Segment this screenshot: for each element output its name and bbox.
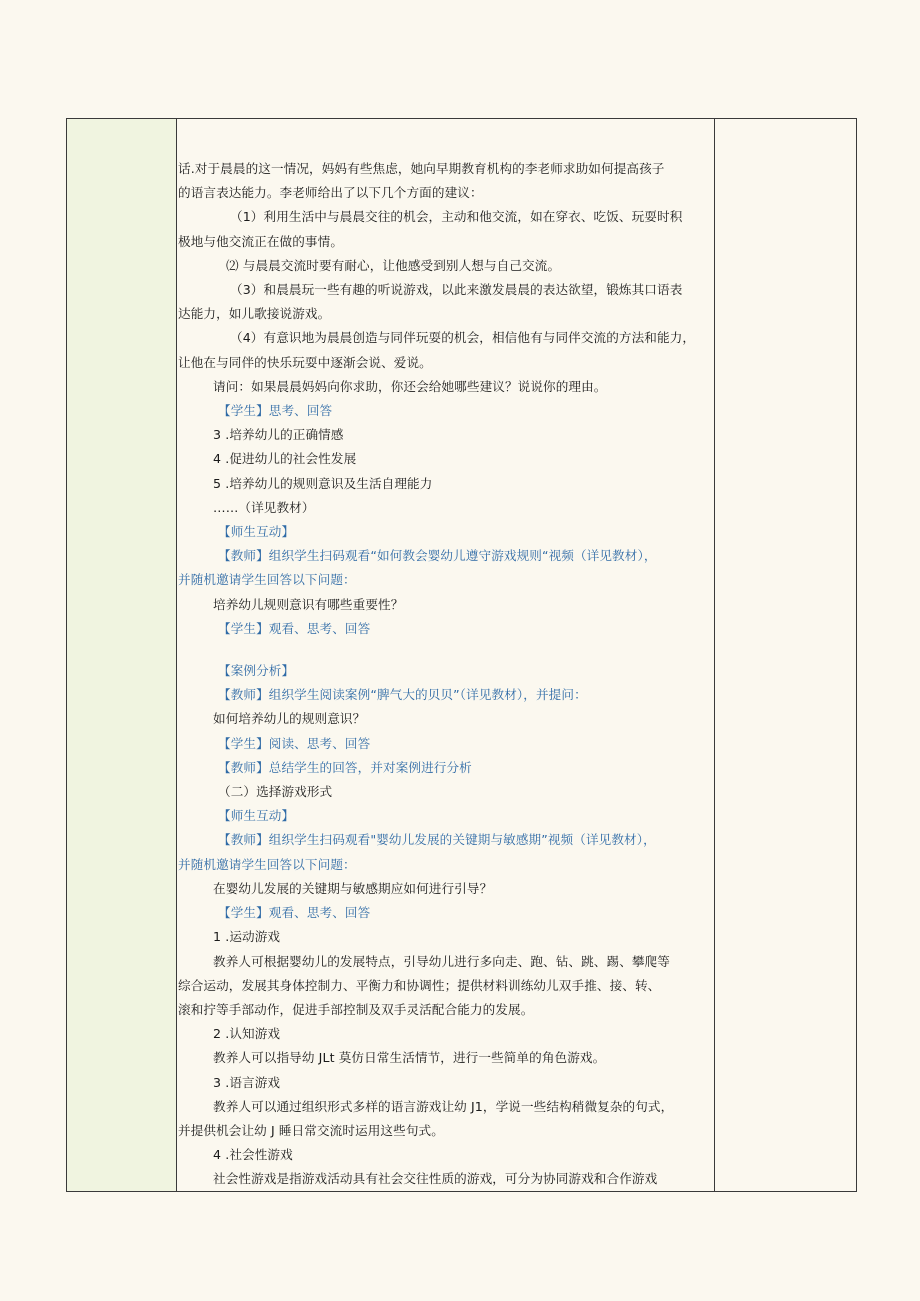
content-line: ⑵ 与晨晨交流时要有耐心，让他感受到别人想与自己交流。 (226, 257, 561, 273)
content-line: 【学生】观看、思考、回答 (218, 905, 371, 921)
content-line: 【教师】组织学生扫码观看“如何教会婴幼儿遵守游戏规则“视频（详见教材）， (218, 548, 657, 564)
content-line: 3 .语言游戏 (213, 1074, 281, 1090)
content-line: 5 .培养幼儿的规则意识及生活自理能力 (213, 475, 433, 491)
content-line: 4 .促进幼儿的社会性发展 (213, 451, 357, 467)
content-line: 1 .运动游戏 (213, 929, 281, 945)
content-line: 并提供机会让幼 J 睡日常交流时运用这些句式。 (178, 1122, 444, 1138)
content-line: 达能力，如儿歌接说游戏。 (178, 306, 331, 322)
content-line: 并随机邀请学生回答以下问题： (178, 572, 356, 588)
content-line: 让他在与同伴的快乐玩耍中逐渐会说、爱说。 (178, 354, 432, 370)
left-column (67, 119, 177, 1191)
paragraph-gap (178, 641, 714, 659)
content-line: （1）利用生活中与晨晨交往的机会，主动和他交流，如在穿衣、吃饭、玩耍时积 (230, 209, 683, 225)
content-line: 的语言表达能力。李老师给出了以下几个方面的建议： (178, 185, 483, 201)
content-line: （二）选择游戏形式 (218, 784, 333, 800)
content-line: 如何培养幼儿的规则意识？ (213, 711, 366, 727)
content-line: 并随机邀请学生回答以下问题： (178, 856, 356, 872)
content-line: 【师生互动】 (218, 524, 295, 540)
content-line: 2 .认知游戏 (213, 1026, 281, 1042)
content-line: 【学生】阅读、思考、回答 (218, 735, 371, 751)
lesson-content (178, 119, 714, 1191)
content-line: 【学生】观看、思考、回答 (218, 620, 371, 636)
content-line: 极地与他交流正在做的事情。 (178, 233, 344, 249)
content-line: 教养人可以通过组织形式多样的语言游戏让幼 J1，学说一些结构稍微复杂的句式， (213, 1098, 674, 1114)
content-line: 培养幼儿规则意识有哪些重要性？ (213, 596, 404, 612)
content-line: 教养人可根据婴幼儿的发展特点，引导幼儿进行多向走、跑、钻、跳、踢、攀爬等 (213, 953, 670, 969)
content-line: 【师生互动】 (218, 808, 295, 824)
content-line: 请问：如果晨晨妈妈向你求助，你还会给她哪些建议？说说你的理由。 (213, 378, 607, 394)
lesson-table (66, 118, 857, 1192)
content-line: ……（详见教材） (213, 499, 315, 515)
content-line: 【教师】组织学生扫码观看"婴幼儿发展的关键期与敏感期”视频（详见教材）， (218, 832, 656, 848)
content-line: 【案例分析】 (218, 663, 295, 679)
content-line: （4）有意识地为晨晨创造与同伴玩耍的机会，相信他有与同伴交流的方法和能力， (230, 330, 696, 346)
content-line: 社会性游戏是指游戏活动具有社会交往性质的游戏，可分为协同游戏和合作游戏 (213, 1171, 658, 1187)
content-line: 在婴幼儿发展的关键期与敏感期应如何进行引导？ (213, 880, 493, 896)
content-line: 【学生】思考、回答 (218, 403, 333, 419)
content-line: （3）和晨晨玩一些有趣的听说游戏，以此来激发晨晨的表达欲望，锻炼其口语表 (230, 282, 683, 298)
content-line: 话.对于晨晨的这一情况，妈妈有些焦虑，她向早期教育机构的李老师求助如何提高孩子 (178, 161, 665, 176)
content-line: 4 .社会性游戏 (213, 1147, 293, 1163)
content-line: 3 .培养幼儿的正确情感 (213, 427, 344, 443)
content-line: 【教师】组织学生阅读案例“脾气大的贝贝”（详见教材），并提问： (218, 687, 587, 703)
content-line: 教养人可以指导幼 JLt 莫仿日常生活情节，进行一些简单的角色游戏。 (213, 1050, 606, 1066)
content-line: 【教师】总结学生的回答，并对案例进行分析 (218, 759, 472, 775)
content-line: 综合运动，发展其身体控制力、平衡力和协调性；提供材料训练幼儿双手推、接、转、 (178, 977, 661, 993)
content-line: 滚和拧等手部动作，促进手部控制及双手灵活配合能力的发展。 (178, 1001, 534, 1017)
right-column (714, 119, 856, 1191)
